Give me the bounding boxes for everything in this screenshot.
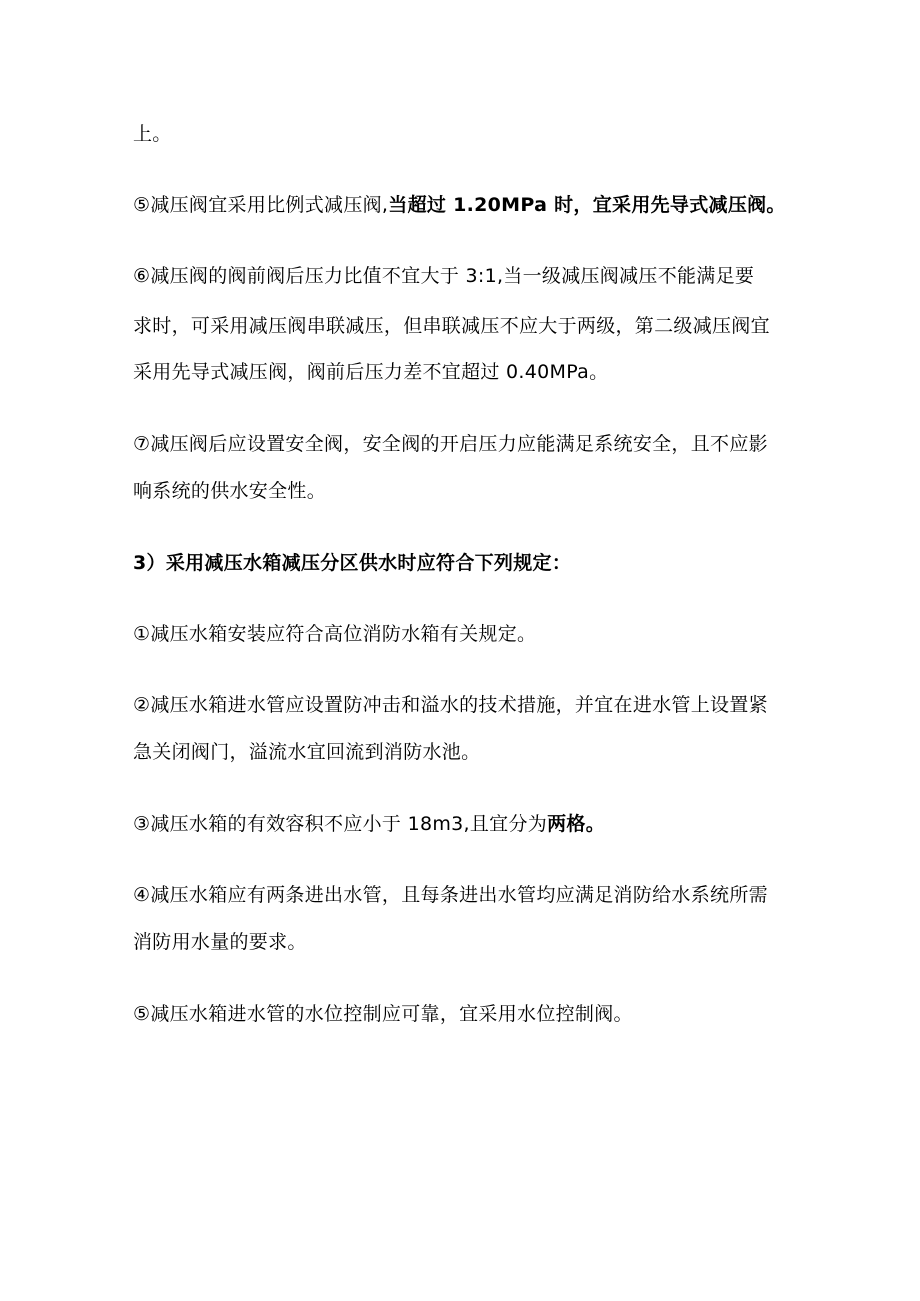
line-text: ⑤减压阀宜采用比例式减压阀, [133,194,389,216]
bold-text: 当超过 1.20MPa 时，宜采用先导式减压阀。 [388,194,786,216]
text-line [133,929,793,956]
line-text: ⑥减压阀的阀前阀后压力比值不宜大于 3:1,当一级减压阀减压不能满足要 [133,265,755,287]
line-text: 响系统的供水安全性。 [133,480,327,502]
text-line [133,478,793,505]
heading-text: 3）采用减压水箱减压分区供水时应符合下列规定： [133,552,572,574]
line-text: 急关闭阀门，溢流水宜回流到消防水池。 [133,741,481,763]
text-line [133,739,793,766]
line-text: ④减压水箱应有两条进出水管，且每条进出水管均应满足消防给水系统所需 [133,884,768,906]
line-text: 消防用水量的要求。 [133,931,307,953]
text-line [133,313,793,340]
section-heading [133,550,793,577]
line-text: ②减压水箱进水管应设置防冲击和溢水的技术措施，并宜在进水管上设置紧 [133,694,768,716]
text-line [133,621,793,648]
line-text: 采用先导式减压阀，阀前后压力差不宜超过 0.40MPa。 [133,361,609,383]
line-text: ⑦减压阀后应设置安全阀，安全阀的开启压力应能满足系统安全，且不应影 [133,433,768,455]
text-line [133,121,793,148]
text-line [133,882,793,909]
text-line [133,192,793,219]
line-text: ③减压水箱的有效容积不应小于 18m3,且宜分为 [133,813,548,835]
text-line [133,431,793,458]
text-line [133,359,793,386]
line-text: ⑤减压水箱进水管的水位控制应可靠，宜采用水位控制阀。 [133,1003,633,1025]
text-line [133,692,793,719]
line-text: 上。 [133,123,172,145]
bold-text: 两格。 [547,813,605,835]
text-line [133,811,793,838]
line-text: ①减压水箱安装应符合高位消防水箱有关规定。 [133,623,537,645]
text-line [133,263,793,290]
line-text: 求时，可采用减压阀串联减压，但串联减压不应大于两级，第二级减压阀宜 [133,315,770,337]
text-line [133,1001,793,1028]
